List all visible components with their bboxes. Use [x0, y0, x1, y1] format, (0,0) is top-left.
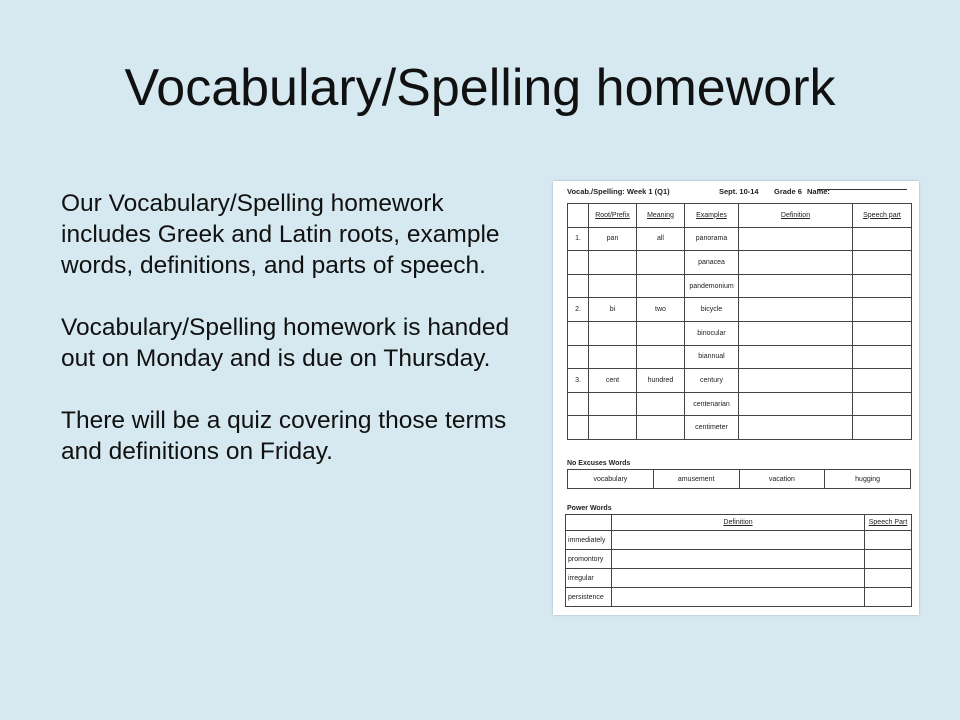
no-excuses-word: vocabulary [568, 470, 654, 489]
roots-table-cell [739, 321, 853, 345]
roots-table-cell: two [637, 298, 685, 322]
no-excuses-word: vacation [739, 470, 825, 489]
roots-table-cell: centenarian [685, 392, 739, 416]
roots-table-cell [568, 274, 589, 298]
roots-table-row [568, 298, 912, 322]
roots-table [567, 203, 912, 440]
roots-table-cell: 2. [568, 298, 589, 322]
no-excuses-row [568, 470, 911, 489]
roots-table-cell: bi [589, 298, 637, 322]
roots-table-cell [853, 321, 912, 345]
worksheet-image [553, 181, 919, 615]
roots-table-cell: binocular [685, 321, 739, 345]
roots-table-cell [589, 321, 637, 345]
power-words-header-row [566, 515, 912, 531]
roots-table-cell: 1. [568, 227, 589, 251]
power-words-table [565, 514, 912, 607]
slide-title: Vocabulary/Spelling homework [124, 59, 836, 117]
roots-table-cell: panorama [685, 227, 739, 251]
power-words-column-header [566, 515, 612, 531]
roots-table-row [568, 227, 912, 251]
roots-table-cell [637, 321, 685, 345]
roots-table-row [568, 321, 912, 345]
roots-column-header: Definition [739, 204, 853, 228]
roots-table-cell [739, 251, 853, 275]
roots-table-cell [589, 345, 637, 369]
roots-table-cell [853, 274, 912, 298]
worksheet-week-title: Vocab./Spelling: Week 1 (Q1) [567, 187, 670, 196]
roots-table-cell [853, 251, 912, 275]
roots-column-header: Examples [685, 204, 739, 228]
roots-table-cell [853, 298, 912, 322]
roots-table-cell [853, 392, 912, 416]
power-words-row [566, 569, 912, 588]
roots-table-cell [739, 369, 853, 393]
roots-table-cell [568, 251, 589, 275]
roots-table-row [568, 345, 912, 369]
power-word-definition-cell [612, 531, 865, 550]
power-word: promontory [566, 550, 612, 569]
roots-column-header [568, 204, 589, 228]
roots-table-cell: bicycle [685, 298, 739, 322]
roots-table-cell [568, 416, 589, 440]
roots-table-cell [853, 227, 912, 251]
slide-body [61, 188, 531, 498]
roots-table-cell: century [685, 369, 739, 393]
roots-table-cell [739, 298, 853, 322]
power-word-speech-part-cell [865, 531, 912, 550]
roots-table-cell [853, 345, 912, 369]
roots-table-cell: panacea [685, 251, 739, 275]
paragraph-overview: Our Vocabulary/Spelling homework includes Greek and Latin roots, example words, definitions, and parts of speech. [61, 190, 500, 279]
roots-table-row [568, 274, 912, 298]
name-line [817, 189, 907, 190]
power-words-row [566, 588, 912, 607]
roots-table-cell [637, 392, 685, 416]
roots-table-cell [739, 345, 853, 369]
power-words-label: Power Words [567, 505, 612, 512]
roots-table-row [568, 392, 912, 416]
roots-table-cell: 3. [568, 369, 589, 393]
roots-table-cell [568, 321, 589, 345]
no-excuses-word: hugging [825, 470, 911, 489]
power-word: irregular [566, 569, 612, 588]
roots-table-row [568, 416, 912, 440]
worksheet-name-label: Name: [807, 187, 830, 196]
roots-table-cell [589, 251, 637, 275]
power-word-definition-cell [612, 550, 865, 569]
roots-table-cell [853, 369, 912, 393]
roots-column-header: Meaning [637, 204, 685, 228]
roots-table-cell [739, 274, 853, 298]
roots-table-cell [568, 345, 589, 369]
power-words-row [566, 550, 912, 569]
roots-table-cell [637, 251, 685, 275]
no-excuses-table [567, 469, 911, 489]
roots-table-cell [739, 227, 853, 251]
power-words-row [566, 531, 912, 550]
worksheet-dates: Sept. 10-14 [719, 187, 759, 196]
roots-table-cell: biannual [685, 345, 739, 369]
power-word-speech-part-cell [865, 588, 912, 607]
power-word: persistence [566, 588, 612, 607]
power-words-column-header: Definition [612, 515, 865, 531]
roots-table-row [568, 251, 912, 275]
roots-table-cell [739, 392, 853, 416]
power-word: immediately [566, 531, 612, 550]
roots-table-cell [637, 274, 685, 298]
roots-table-cell [853, 416, 912, 440]
roots-table-cell: pandemonium [685, 274, 739, 298]
roots-table-cell: centimeter [685, 416, 739, 440]
roots-table-cell [589, 274, 637, 298]
roots-column-header: Speech part [853, 204, 912, 228]
roots-table-cell [568, 392, 589, 416]
power-word-definition-cell [612, 569, 865, 588]
roots-table-cell: all [637, 227, 685, 251]
power-word-speech-part-cell [865, 550, 912, 569]
roots-table-cell [589, 416, 637, 440]
roots-header-row [568, 204, 912, 228]
power-words-column-header: Speech Part [865, 515, 912, 531]
roots-table-cell [637, 416, 685, 440]
roots-table-cell: pan [589, 227, 637, 251]
no-excuses-word: amusement [653, 470, 739, 489]
roots-table-cell [637, 345, 685, 369]
worksheet-grade: Grade 6 [774, 187, 802, 196]
no-excuses-label: No Excuses Words [567, 460, 631, 467]
paragraph-quiz: There will be a quiz covering those terms and definitions on Friday. [61, 407, 507, 465]
roots-column-header: Root/Prefix [589, 204, 637, 228]
roots-table-cell: hundred [637, 369, 685, 393]
roots-table-cell [739, 416, 853, 440]
roots-table-row [568, 369, 912, 393]
roots-table-cell [589, 392, 637, 416]
power-word-definition-cell [612, 588, 865, 607]
roots-table-cell: cent [589, 369, 637, 393]
power-word-speech-part-cell [865, 569, 912, 588]
paragraph-schedule: Vocabulary/Spelling homework is handed out on Monday and is due on Thursday. [61, 314, 510, 372]
